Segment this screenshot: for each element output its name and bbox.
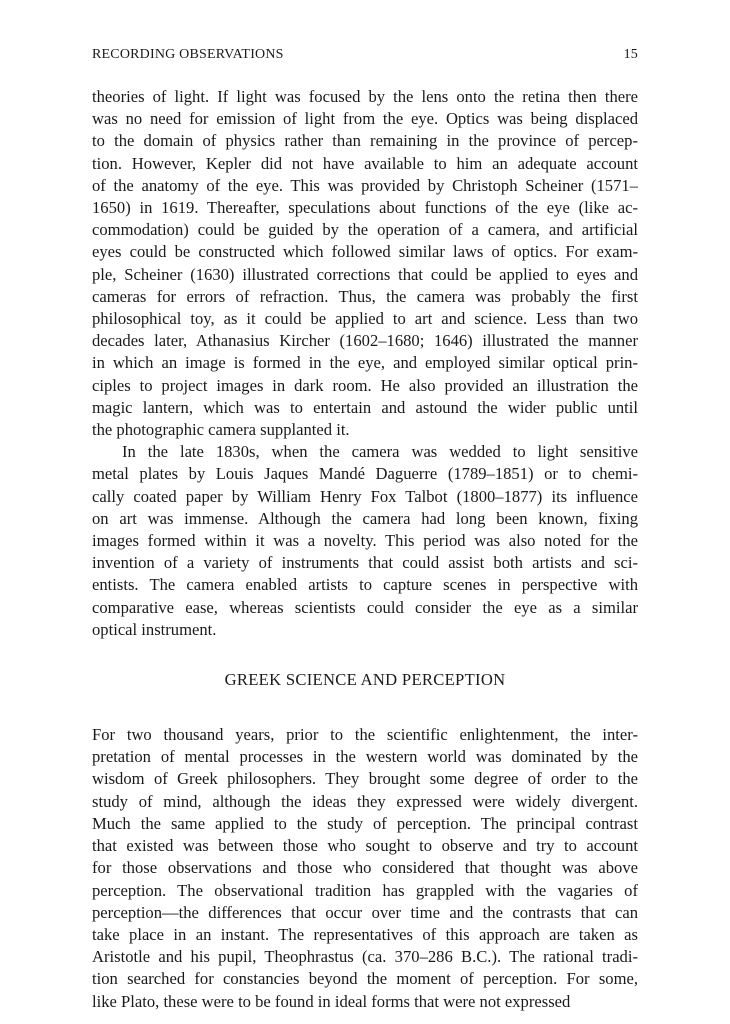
text-line: magic lantern, which was to entertain and astound the wider public until [92, 397, 638, 417]
text-line: ple, Scheiner (1630) illustrated corrections that could be applied to eyes and [92, 264, 638, 284]
paragraph-1 [92, 86, 638, 441]
text-line: in which an image is formed in the eye, and employed similar optical prin- [92, 353, 638, 373]
text-line: that existed was between those who sought to observe and try to account [92, 836, 638, 856]
text-line: study of mind, although the ideas they expressed were widely divergent. [92, 791, 638, 811]
text-line: cally coated paper by William Henry Fox Talbot (1800–1877) its influence [92, 486, 638, 506]
text-line: wisdom of Greek philosophers. They brought some degree of order to the [92, 769, 638, 789]
text-line: Much the same applied to the study of perception. The principal contrast [92, 813, 638, 833]
text-line: to the domain of physics rather than remaining in the province of percep- [92, 131, 638, 151]
text-line: In the late 1830s, when the camera was wedded to light sensitive [122, 442, 638, 462]
text-line: on art was immense. Although the camera had long been known, fixing [92, 508, 638, 528]
text-line: optical instrument. [92, 619, 217, 639]
text-line: perception. The observational tradition has grappled with the vagaries of [92, 880, 638, 900]
text-line: commodation) could be guided by the operation of a camera, and artificial [92, 220, 638, 240]
text-line: Aristotle and his pupil, Theophrastus (ca. 370–286 B.C.). The rational tradi- [92, 947, 638, 967]
text-line: take place in an instant. The representatives of this approach are taken as [92, 924, 638, 944]
text-line: cameras for errors of refraction. Thus, the camera was probably the first [92, 286, 638, 306]
text-line: tion. However, Kepler did not have available to him an adequate account [92, 153, 638, 173]
text-line: 1650) in 1619. Thereafter, speculations about functions of the eye (like ac- [92, 198, 638, 218]
running-title: RECORDING OBSERVATIONS [92, 47, 284, 62]
text-line: metal plates by Louis Jaques Mandé Daguerre (1789–1851) or to chemi- [92, 464, 638, 484]
body-text [92, 86, 638, 641]
text-line: decades later, Athanasius Kircher (1602–1680; 1646) illustrated the manner [92, 331, 638, 351]
section-body [92, 724, 638, 1013]
page-number: 15 [623, 47, 638, 62]
text-line: the photographic camera supplanted it. [92, 420, 350, 440]
text-line: for those observations and those who considered that thought was above [92, 858, 638, 878]
section-paragraph [92, 724, 638, 1013]
text-line: philosophical toy, as it could be applied to art and science. Less than two [92, 309, 638, 329]
paragraph-2 [92, 441, 638, 641]
text-line: theories of light. If light was focused by the lens onto the retina then there [92, 87, 638, 106]
text-line: was no need for emission of light from the eye. Optics was being displaced [92, 109, 638, 129]
text-line: tion searched for constancies beyond the moment of perception. For some, [92, 969, 638, 989]
running-head [92, 44, 638, 66]
text-line: like Plato, these were to be found in ideal forms that were not expressed [92, 991, 571, 1011]
section-heading: GREEK SCIENCE AND PERCEPTION [224, 670, 506, 690]
text-line: pretation of mental processes in the western world was dominated by the [92, 747, 638, 767]
text-line: of the anatomy of the eye. This was provided by Christoph Scheiner (1571– [92, 175, 638, 195]
text-line: invention of a variety of instruments that could assist both artists and sci- [92, 553, 638, 573]
document-page [92, 44, 638, 1013]
text-line: entists. The camera enabled artists to capture scenes in perspective with [92, 575, 638, 595]
text-line: perception—the differences that occur over time and the contrasts that can [92, 902, 638, 922]
text-line: ciples to project images in dark room. He also provided an illustration the [92, 375, 638, 395]
text-line: For two thousand years, prior to the scientific enlightenment, the inter- [92, 725, 638, 745]
text-line: eyes could be constructed which followed similar laws of optics. For exam- [92, 242, 638, 262]
text-line: comparative ease, whereas scientists could consider the eye as a similar [92, 597, 638, 617]
text-line: images formed within it was a novelty. This period was also noted for the [92, 531, 638, 551]
